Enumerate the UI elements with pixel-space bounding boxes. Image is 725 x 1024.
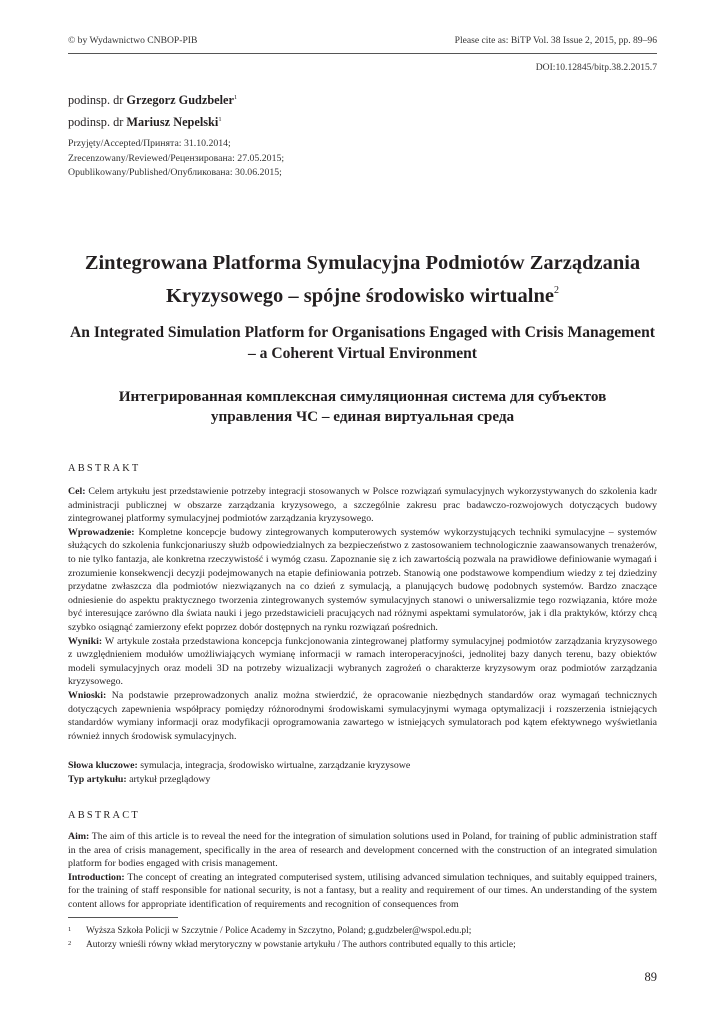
article-type-line [68, 773, 657, 787]
footnotes [68, 924, 657, 952]
title-english [68, 322, 657, 364]
title-line: управления ЧС – единая виртуальная среда [210, 408, 515, 425]
title-line: Zintegrowana Platforma Symulacyjna Podmiotów Zarządzania [84, 252, 641, 274]
paragraph-label: Wnioski: [68, 689, 107, 701]
title-line [68, 277, 657, 310]
paragraph-text: Na podstawie przeprowadzonych analiz można stwierdzić, że opracowanie niezbędnych standardów oraz wymagań technicznych dotyczących zapewnienia współpracy pomiędzy różnorodnymi środowiskami symulacyjnymi wymaga optymalizacji i rozszerzenia istniejących standardów wymiany informacji oraz modyfikacji oprogramowania zawartego w istniejących symulatorach pod kątem efektywnego wyświetlania również innych środowisk symulacyjnych. [68, 689, 657, 742]
date-published: Opublikowany/Published/Опубликована: 30.06.2015; [68, 167, 282, 178]
author-line [68, 110, 237, 132]
paragraph-text: W artykule została przedstawiona koncepcja funkcjonowania zintegrowanej platformy symulacyjnej podmiotów zarządzania kryzysowego z uwzględnieniem modułów umożliwiających wymianę informacji w ramach interoperacyjności, jednolitej bazy danych terenu, bazy obiektów modeli symulacyjnych oraz modeli 3D na potrzeby wizualizacji wybranych zagrożeń o charakterze kryzysowym oraz podmiotów zarządzania kryzysowego. [68, 635, 657, 688]
header-rule [68, 53, 657, 54]
publication-dates [68, 137, 284, 181]
title-russian [68, 387, 657, 427]
author-prefix: podinsp. dr [68, 93, 127, 107]
date-accepted: Przyjęty/Accepted/Принята: 31.10.2014; [68, 138, 231, 149]
footnote-text: Wyższa Szkoła Policji w Szczytnie / Police Academy in Szczytno, Poland; g.gudzbeler@wspol.edu.pl; [86, 926, 472, 936]
abstrakt-body [68, 485, 657, 743]
footnote-number: 1 [68, 926, 72, 933]
footnote-number: 2 [68, 940, 72, 947]
paragraph-label: Wyniki: [68, 635, 103, 647]
footnote [68, 938, 657, 952]
abstrakt-paragraph [68, 635, 657, 689]
author-name: Grzegorz Gudzbeler [126, 93, 234, 107]
abstrakt-paragraph [68, 485, 657, 526]
author-list [68, 88, 237, 132]
keywords-text: symulacja, integracja, środowisko wirtualne, zarządzanie kryzysowe [137, 760, 411, 771]
doi-link[interactable]: DOI:10.12845/bitp.38.2.2015.7 [535, 62, 657, 73]
paragraph-label: Aim: [68, 831, 90, 842]
article-type-text: artykuł przeglądowy [126, 773, 211, 785]
copyright-notice: © by Wydawnictwo CNBOP-PIB [68, 35, 198, 46]
footnote [68, 924, 657, 938]
paragraph-text: Celem artykułu jest przedstawienie potrzeby integracji stosowanych w Polsce rozwiązań symulacyjnych wykorzystywanych do szkolenia kadr administracji publicznej w obszarze zarządzania kryzysowego, a szczególnie zakresu prac badawczo-rozwojowych dotyczących budowy zintegrowanej platformy symulacyjnej podmiotów zarządzania kryzysowego. [68, 486, 657, 525]
abstrakt-paragraph [68, 526, 657, 635]
abstract-body [68, 830, 657, 912]
running-header [68, 35, 657, 49]
paragraph-text: The concept of creating an integrated computerised system, utilising advanced simulation techniques, and suitably equipped trainers, for the training of staff responsible for national security, is not a fantasy, but a reality and requirement of our times. An understanding of the system content allows for appropriate identification of requirements and recognition of consequences from [68, 871, 657, 910]
title-line: An Integrated Simulation Platform for Organisations Engaged with Crisis Management [70, 324, 655, 341]
author-name: Mariusz Nepelski [126, 115, 219, 129]
abstract-heading: ABSTRACT [68, 810, 140, 821]
citation-note: Please cite as: BiTP Vol. 38 Issue 2, 2015, pp. 89–96 [454, 35, 657, 46]
author-affiliation-mark: 1 [233, 94, 238, 101]
author-prefix: podinsp. dr [68, 115, 127, 129]
author-line [68, 88, 237, 110]
footnote-text: Autorzy wnieśli równy wkład merytoryczny w powstanie artykułu / The authors contributed equally to this article; [86, 940, 516, 950]
keywords-block [68, 759, 657, 786]
paragraph-text: The aim of this article is to reveal the need for the integration of simulation solutions used in Poland, for training of public administration staff in the area of crisis management, specifically in the area of research and development concerned with the construction of an integrated simulation platform for bodies engaged with crisis management. [68, 831, 657, 870]
article-type-label: Typ artykułu: [68, 773, 127, 785]
title-line: – a Coherent Virtual Environment [247, 345, 477, 362]
title-polish [68, 250, 657, 310]
keywords-line [68, 759, 657, 773]
abstrakt-paragraph [68, 689, 657, 743]
title-line: Интегрированная комплексная симуляционная система для субъектов [118, 388, 607, 405]
paragraph-label: Cel: [68, 486, 86, 497]
abstract-paragraph [68, 871, 657, 912]
footnote-rule [68, 917, 178, 918]
page-number: 89 [644, 970, 657, 984]
abstract-paragraph [68, 830, 657, 871]
keywords-label: Słowa kluczowe: [68, 760, 138, 771]
title-footnote-mark: 2 [554, 285, 559, 296]
paragraph-label: Wprowadzenie: [68, 526, 135, 538]
title-text: Kryzysowego – spójne środowisko wirtualne [166, 285, 554, 307]
paragraph-label: Introduction: [68, 871, 125, 883]
author-affiliation-mark: 1 [218, 116, 222, 123]
date-reviewed: Zrecenzowany/Reviewed/Рецензирована: 27.05.2015; [68, 152, 285, 164]
paragraph-text: Kompletne koncepcje budowy zintegrowanych komputerowych systemów wykorzystujących techniki symulacyjne – systemów służących do szkolenia funkcjonariuszy służb odpowiedzialnych za bezpieczeństwo z zastosowaniem technologicznie zaawansowanych trenażerów, to nie tylko fantazja, ale konkretna rzeczywistość i wymóg czasu. Zapoznanie się z ich zawartością pozwala na prawidłowe definiowanie wymagań i zrozumienie konsekwencji decyzji podejmowanych na etapie definiowania potrzeb. Stanowią one podstawowe kompendium wiedzy z tej dziedziny przydatne zwłaszcza dla podmiotów niezwiązanych na co dzień z symulacją, a planujących budowę podobnych systemów. Bardzo znaczące odniesienie do aspektu praktycznego tworzenia zintegrowanych systemów symulacyjnych stanowi o uniwersalizmie tego rozwiązania, które może być interesujące zarówno dla świata nauki i jego przedstawicieli pracujących nad różnymi aspektami symulatorów, jak i dla praktyków, którzy chcą szybko osiągnąć zamierzony efekt poprzez dobór dostępnych na rynku rozwiązań pośrednich. [68, 526, 657, 633]
abstrakt-heading: ABSTRAKT [68, 463, 141, 474]
